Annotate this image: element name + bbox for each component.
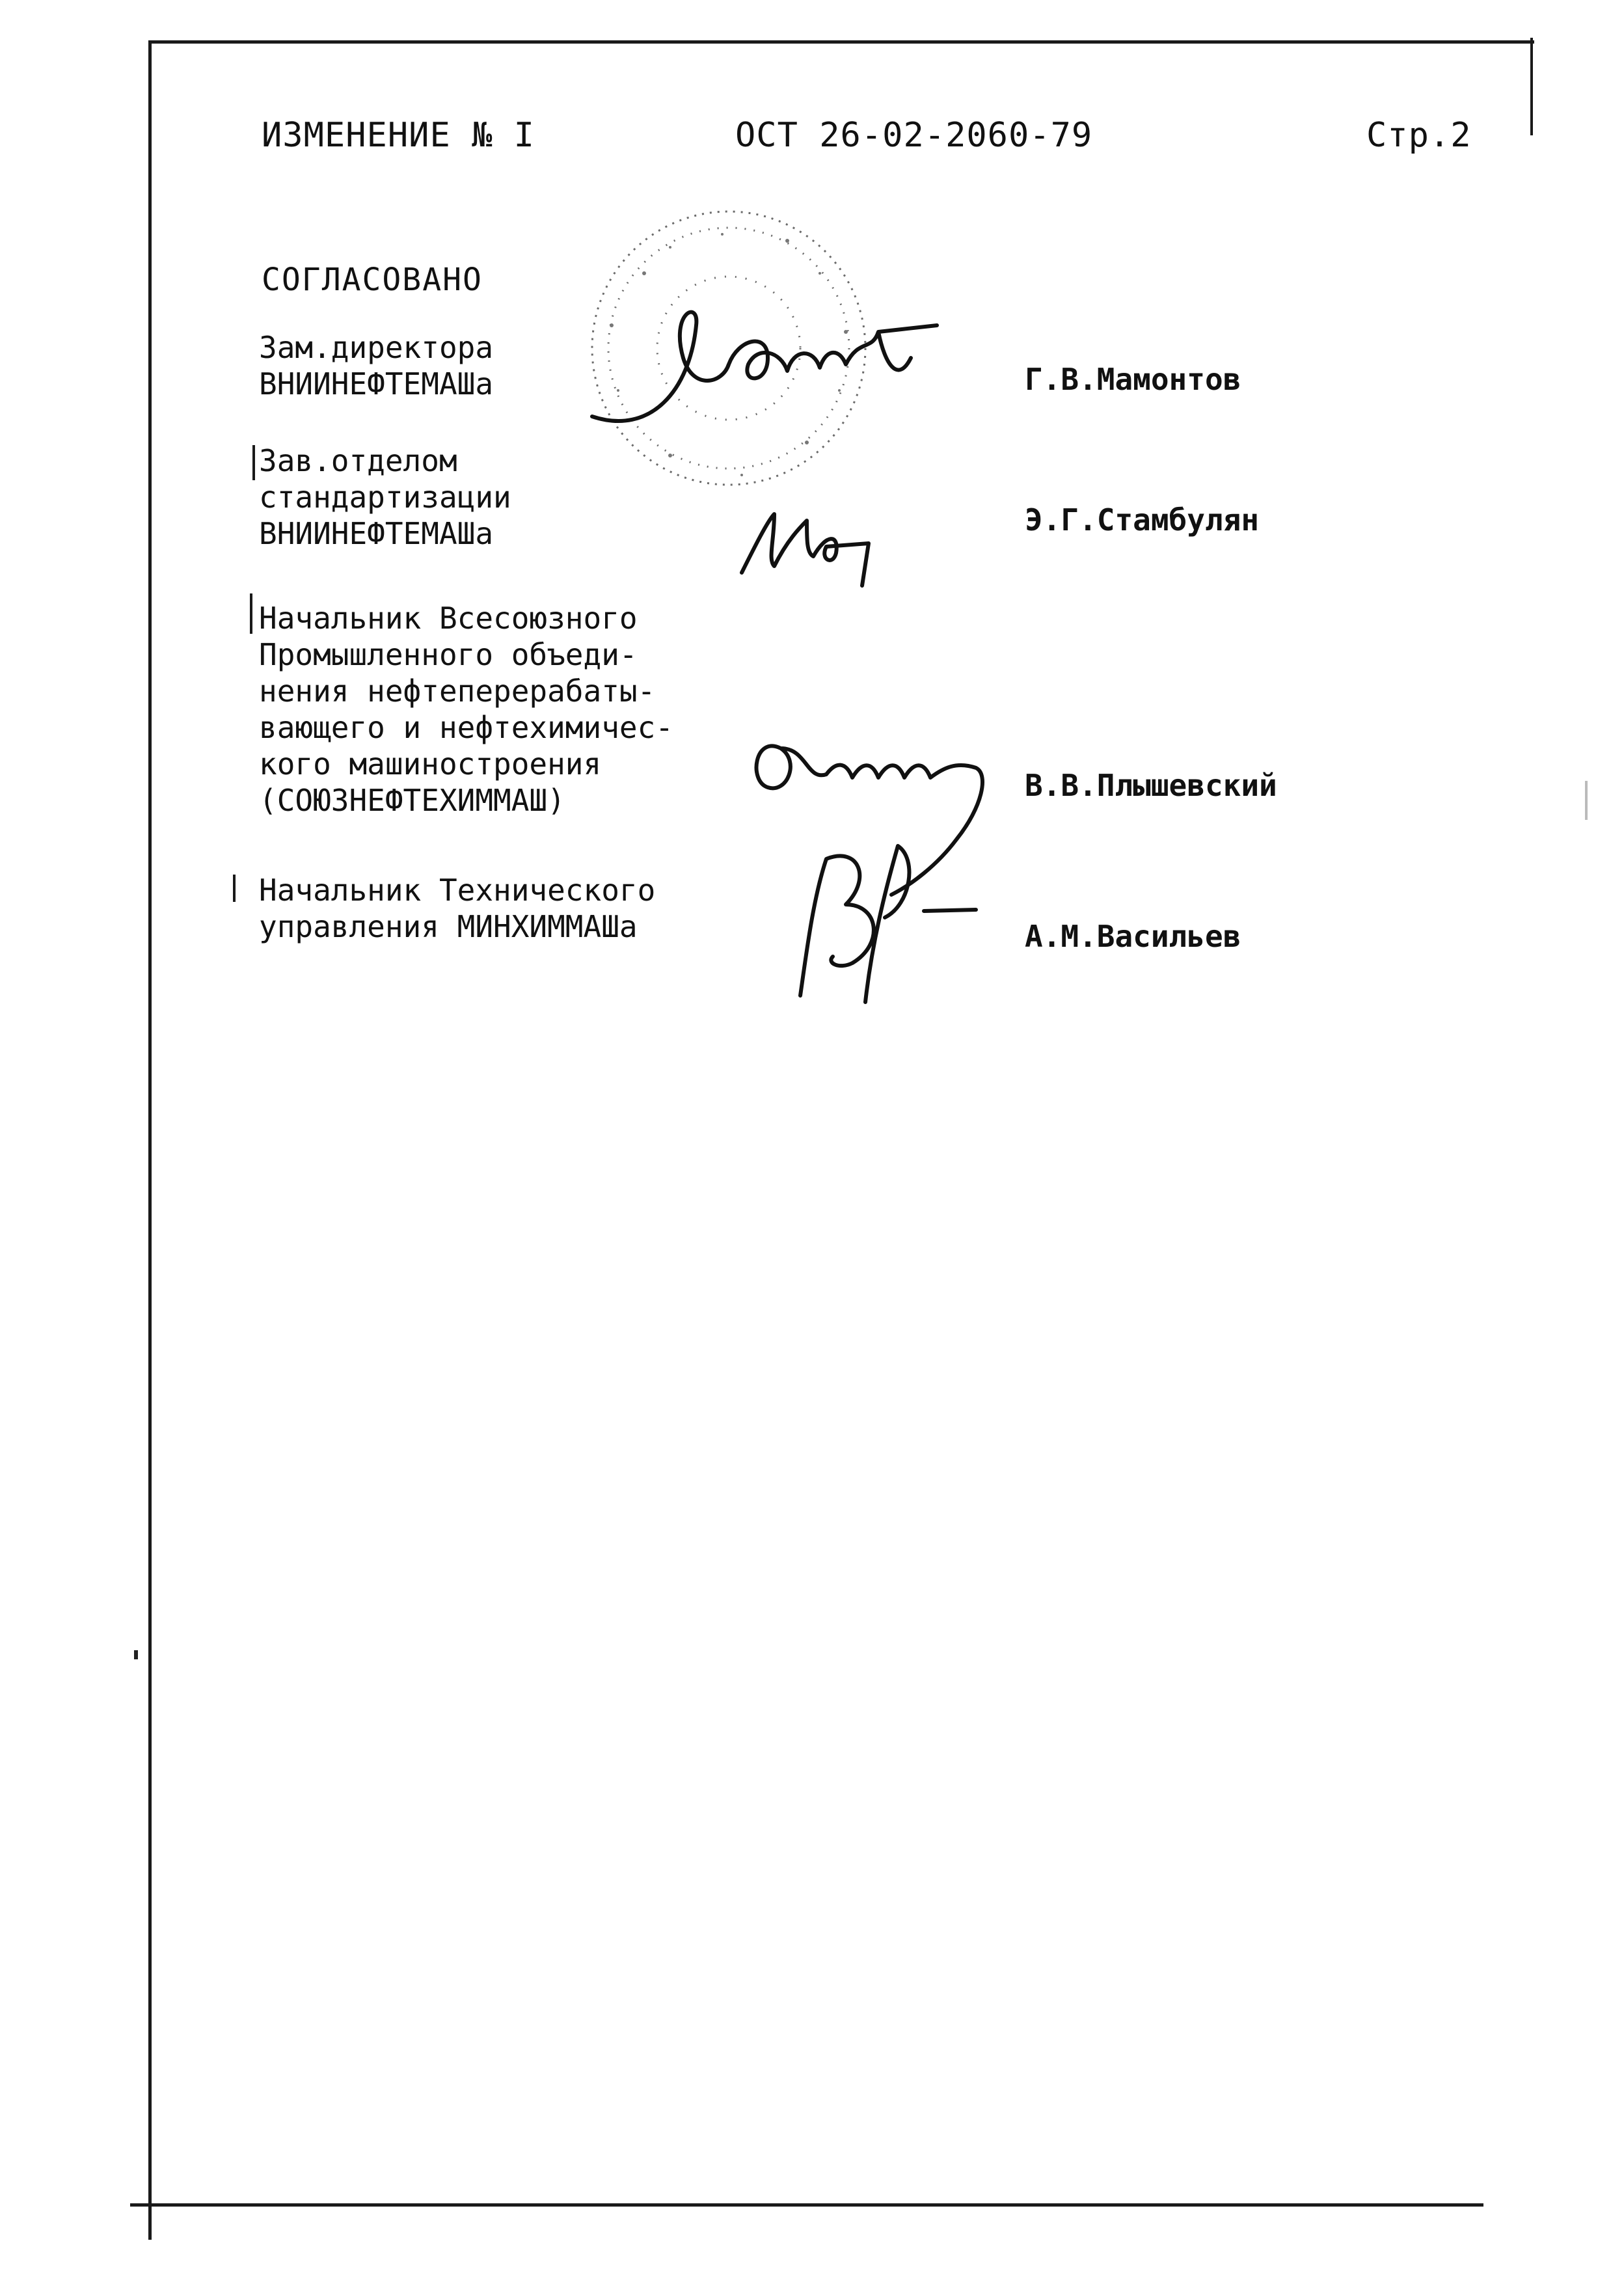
margin-mark xyxy=(252,445,255,480)
header-page-number: Стр.2 xyxy=(1366,116,1472,155)
margin-mark xyxy=(233,875,236,902)
scan-speck xyxy=(134,1650,138,1659)
page-frame-left xyxy=(148,40,152,2240)
signatory-name-4: А.М.Васильев xyxy=(1025,919,1241,954)
page-frame-bottom xyxy=(130,2203,1483,2207)
signature-icon xyxy=(573,286,976,442)
signatory-name-3: В.В.Плышевский xyxy=(1025,768,1277,803)
signatory-name-1: Г.В.Мамонтов xyxy=(1025,362,1241,397)
signatory-name-2: Э.Г.Стамбулян xyxy=(1025,502,1260,537)
header-change-number: ИЗМЕНЕНИЕ № I xyxy=(262,116,535,155)
signatory-position-2: Зав.отделом стандартизации ВНИИНЕФТЕМАШа xyxy=(259,443,511,551)
signature-icon xyxy=(729,495,885,592)
agreed-heading: СОГЛАСОВАНО xyxy=(262,262,483,298)
margin-mark xyxy=(250,593,252,634)
header-standard-code: ОСТ 26-02-2060-79 xyxy=(735,116,1093,155)
page-frame-right xyxy=(1530,38,1533,135)
signatory-position-4: Начальник Технического управления МИНХИММАШа xyxy=(259,873,656,944)
signatory-position-1: Зам.директора ВНИИНЕФТЕМАШа xyxy=(259,330,494,401)
scan-speck xyxy=(1585,781,1588,820)
page-frame-top xyxy=(148,40,1534,44)
signature-icon xyxy=(787,833,982,1009)
signatory-position-3: Начальник Всесоюзного Промышленного объеди- нения нефтеперерабаты- вающего и нефтехимичес- кого машиностроения (СОЮЗНЕФТЕХИММАШ) xyxy=(259,601,673,818)
